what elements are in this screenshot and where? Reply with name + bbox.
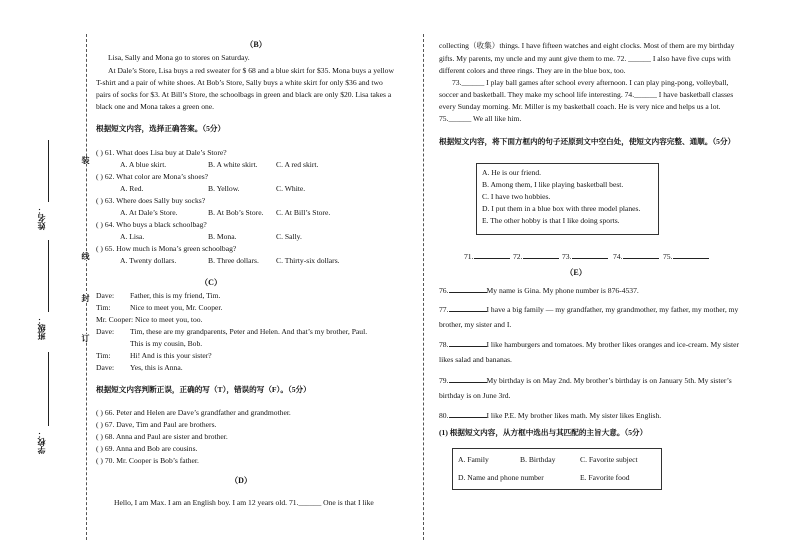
- q64-option-b: B. Mona.: [208, 232, 237, 241]
- question-68: ( ) 68. Anna and Paul are sister and brother.: [96, 432, 228, 441]
- q65-option-b: B. Three dollars.: [208, 256, 259, 265]
- e-item-79-cont: birthday is on June 3rd.: [439, 391, 511, 400]
- dialogue-speaker-6: Tim:: [96, 351, 111, 360]
- blank-75-line[interactable]: [673, 250, 709, 259]
- question-64: ( ) 64. Who buys a black schoolbag?: [96, 220, 207, 229]
- e-item-78-cont: likes salad and bananas.: [439, 355, 512, 364]
- dialogue-text-5: This is my cousin, Bob.: [130, 339, 203, 348]
- dialogue-text-3: Nice to meet you, too.: [135, 315, 203, 324]
- section-e-heading: （E）: [565, 268, 587, 277]
- blank-75-label: 75.: [663, 252, 673, 261]
- answer-blank-74[interactable]: [613, 250, 659, 262]
- q64-option-a: A. Lisa.: [120, 232, 145, 241]
- e-item-80-text: I like P.E. My brother likes math. My sister likes English.: [486, 411, 662, 420]
- e-option-a: A. Family: [458, 455, 489, 464]
- q62-option-a: A. Red.: [120, 184, 144, 193]
- dialogue-speaker-4: Dave:: [96, 327, 115, 336]
- d-passage-line-4: 73.______ I play ball games after school every afternoon. I can play ping-pong, volleyball,: [452, 78, 729, 87]
- e-item-76: [439, 284, 639, 296]
- e-blank-78[interactable]: [449, 338, 487, 347]
- d-passage-line-3: different colors and three rings. They are in the blue box, too.: [439, 66, 626, 75]
- e-blank-80[interactable]: [449, 409, 487, 418]
- e-item-77-number: 77.: [439, 305, 449, 314]
- dialogue-speaker-2: Tim:: [96, 303, 111, 312]
- e-item-80: [439, 409, 661, 421]
- question-67: ( ) 67. Dave, Tim and Paul are brothers.: [96, 420, 217, 429]
- b-passage-line-2: At Dale’s Store, Lisa buys a red sweater for $ 68 and a blue skirt for $35. Mona buys a yellow: [108, 66, 394, 75]
- blank-73-label: 73.: [562, 252, 572, 261]
- dialogue-text-6: Hi! And is this your sister?: [130, 351, 212, 360]
- e-item-80-number: 80.: [439, 411, 449, 420]
- question-61: ( ) 61. What does Lisa buy at Dale’s Store?: [96, 148, 227, 157]
- e-item-79-text: My birthday is on May 2nd. My brother’s birthday is on January 5th. My sister’s: [486, 376, 732, 385]
- q64-option-c: C. Sally.: [276, 232, 302, 241]
- e-option-b: B. Birthday: [520, 455, 556, 464]
- q61-option-b: B. A white skirt.: [208, 160, 258, 169]
- q62-option-b: B. Yellow.: [208, 184, 240, 193]
- seal-char-3: 封: [81, 294, 90, 302]
- e-item-77-cont: brother, my sister and I.: [439, 320, 512, 329]
- e-option-c: C. Favorite subject: [580, 455, 638, 464]
- name-blank-line: [48, 140, 49, 202]
- e-option-d: D. Name and phone number: [458, 473, 544, 482]
- question-63: ( ) 63. Where does Sally buy socks?: [96, 196, 206, 205]
- name-label: 姓名：: [37, 206, 46, 230]
- question-62: ( ) 62. What color are Mona’s shoes?: [96, 172, 209, 181]
- e-item-78-number: 78.: [439, 340, 449, 349]
- e-item-77-text: I have a big family — my grandfather, my grandmother, my father, my mother, my: [486, 305, 739, 314]
- seal-char-1: 装: [81, 156, 90, 164]
- e-instruction: (1) 根据短文内容，从方框中选出与其匹配的主旨大意。（5分）: [439, 428, 648, 437]
- b-passage-line-3: T-shirt and a pair of white shoes. At Bob’s Store, Sally buys a white skirt for only $36 and two: [96, 78, 383, 87]
- class-label: 班级：: [37, 316, 46, 340]
- d-passage-line-7: 75.______ We all like him.: [439, 114, 522, 123]
- blank-74-line[interactable]: [623, 250, 659, 259]
- question-70: ( ) 70. Mr. Cooper is Bob’s father.: [96, 456, 199, 465]
- e-item-78: [439, 338, 739, 350]
- dialogue-text-1: Father, this is my friend, Tim.: [130, 291, 221, 300]
- binding-dashed-line: [86, 34, 87, 540]
- question-66: ( ) 66. Peter and Helen are Dave’s grandfather and grandmother.: [96, 408, 291, 417]
- e-blank-79[interactable]: [449, 374, 487, 383]
- b-passage-line-1: Lisa, Sally and Mona go to stores on Saturday.: [108, 53, 250, 62]
- question-65: ( ) 65. How much is Mona’s green schoolbag?: [96, 244, 237, 253]
- e-item-79: [439, 374, 732, 386]
- dialogue-text-4: Tim, these are my grandparents, Peter and Helen. And that’s my brother, Paul.: [130, 327, 368, 336]
- e-blank-76[interactable]: [449, 284, 487, 293]
- blank-72-line[interactable]: [523, 250, 559, 259]
- seal-char-4: 订: [81, 334, 90, 342]
- d-passage-line-2: gifts. My parents, my uncle and my aunt give them to me. 72. ______ I also have five cups with: [439, 54, 731, 63]
- d-passage-line-1: collecting（收集）things. I have fifteen watches and eight clocks. Most of them are my birthday: [439, 41, 735, 50]
- b-instruction: 根据短文内容，选择正确答案。（5分）: [96, 124, 226, 133]
- b-passage-line-4: pairs of socks for $3. At Bill’s Store, the schoolbags in green and black are only $20. Lisa takes a: [96, 90, 392, 99]
- e-blank-77[interactable]: [449, 303, 487, 312]
- d-passage-line-6: every Sunday morning. Mr. Miller is my basketball coach. He is very nice and helps us a lot.: [439, 102, 721, 111]
- answer-blank-73[interactable]: [562, 250, 608, 262]
- answer-blank-71[interactable]: [464, 250, 510, 262]
- d-option-d: D. I put them in a blue box with three model planes.: [482, 204, 641, 213]
- q61-option-c: C. A red skirt.: [276, 160, 319, 169]
- blank-71-line[interactable]: [474, 250, 510, 259]
- school-label: 学校：: [37, 430, 46, 454]
- q61-option-a: A. A blue skirt.: [120, 160, 167, 169]
- dialogue-text-2: Nice to meet you, Mr. Cooper.: [130, 303, 223, 312]
- question-69: ( ) 69. Anna and Bob are cousins.: [96, 444, 198, 453]
- blank-74-label: 74.: [613, 252, 623, 261]
- e-item-76-number: 76.: [439, 286, 449, 295]
- b-passage-line-5: black one and Mona takes a green one.: [96, 102, 215, 111]
- e-item-79-number: 79.: [439, 376, 449, 385]
- e-option-e: E. Favorite food: [580, 473, 630, 482]
- e-item-77: [439, 303, 738, 315]
- dialogue-speaker-3: Mr. Cooper:: [96, 315, 134, 324]
- e-item-78-text: I like hamburgers and tomatoes. My brother likes oranges and ice-cream. My sister: [486, 340, 739, 349]
- q63-option-b: B. At Bob’s Store.: [208, 208, 264, 217]
- q62-option-c: C. White.: [276, 184, 306, 193]
- e-item-76-text: My name is Gina. My phone number is 876-4537.: [486, 286, 639, 295]
- seal-char-2: 线: [81, 252, 90, 260]
- q65-option-a: A. Twenty dollars.: [120, 256, 177, 265]
- answer-blank-75[interactable]: [663, 250, 709, 262]
- column-divider: [423, 34, 424, 540]
- c-instruction: 根据短文内容判断正误，正确的写（T），错误的写（F）。（5分）: [96, 385, 311, 394]
- d-option-b: B. Among them, I like playing basketball best.: [482, 180, 624, 189]
- class-blank-line: [48, 240, 49, 312]
- d-option-e: E. The other hobby is that I like doing sports.: [482, 216, 620, 225]
- section-d-heading: （D）: [230, 476, 252, 485]
- school-blank-line: [48, 352, 49, 426]
- d-passage-start: Hello, I am Max. I am an English boy. I am 12 years old. 71.______ One is that I like: [114, 498, 374, 507]
- q63-option-a: A. At Dale’s Store.: [120, 208, 178, 217]
- blank-73-line[interactable]: [572, 250, 608, 259]
- section-b-heading: （B）: [245, 40, 267, 49]
- dialogue-speaker-7: Dave:: [96, 363, 115, 372]
- d-option-c: C. I have two hobbies.: [482, 192, 551, 201]
- q63-option-c: C. At Bill’s Store.: [276, 208, 331, 217]
- blank-72-label: 72.: [513, 252, 523, 261]
- section-c-heading: （C）: [200, 278, 222, 287]
- dialogue-text-7: Yes, this is Anna.: [130, 363, 183, 372]
- q65-option-c: C. Thirty-six dollars.: [276, 256, 340, 265]
- d-instruction: 根据短文内容，将下面方框内的句子还原到文中空白处，使短文内容完整、通顺。（5分）: [439, 137, 736, 146]
- d-passage-line-5: soccer and basketball. They make my school life interesting. 74.______ I have basketball classes: [439, 90, 734, 99]
- d-option-a: A. He is our friend.: [482, 168, 542, 177]
- answer-blank-72[interactable]: [513, 250, 559, 262]
- blank-71-label: 71.: [464, 252, 474, 261]
- dialogue-speaker-1: Dave:: [96, 291, 115, 300]
